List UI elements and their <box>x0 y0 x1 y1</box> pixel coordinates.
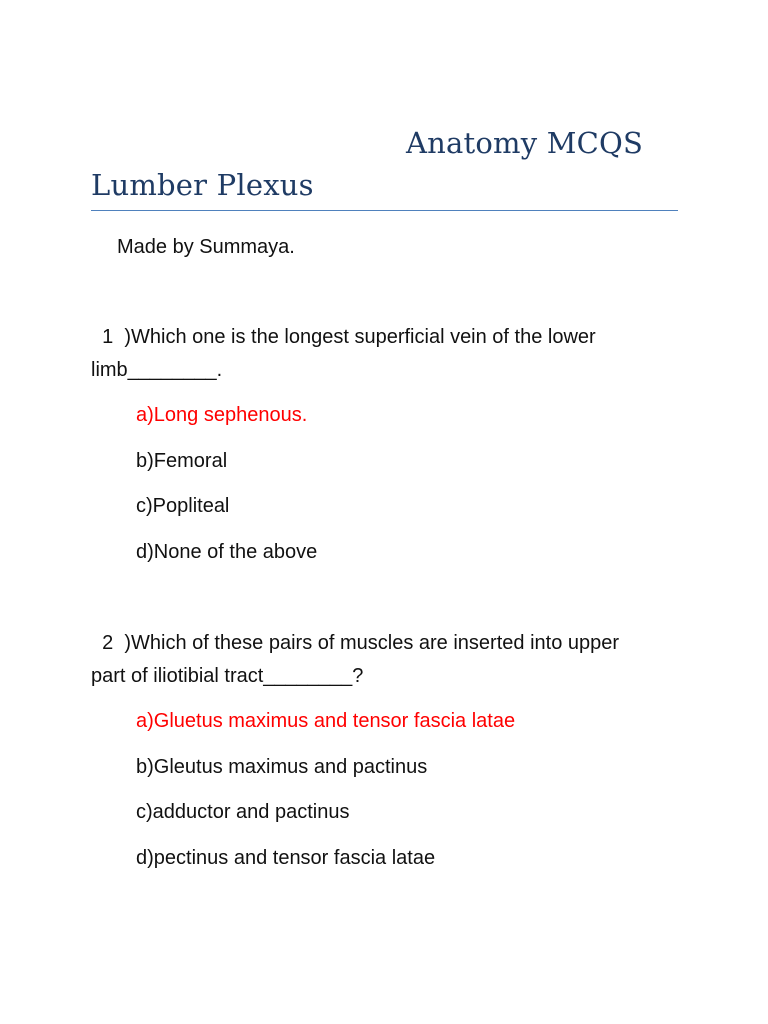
title-underline-rule <box>91 210 678 211</box>
question-2-option-c: c)adductor and pactinus <box>136 801 350 823</box>
question-1-text-line-1: 1 )Which one is the longest superficial vein of the lower <box>91 326 596 348</box>
title-line-2: Lumber Plexus <box>91 168 314 202</box>
question-1-option-c: c)Popliteal <box>136 495 230 517</box>
question-1-option-b: b)Femoral <box>136 450 228 472</box>
question-2-text-line-1: 2 )Which of these pairs of muscles are inserted into upper <box>91 632 620 654</box>
question-1-option-d: d)None of the above <box>136 541 318 563</box>
question-1-text-line-2: limb________. <box>91 359 223 381</box>
question-2-option-b: b)Gleutus maximus and pactinus <box>136 756 428 778</box>
question-2-text-line-2: part of iliotibial tract________? <box>91 665 364 687</box>
question-1-option-a-correct: a)Long sephenous. <box>136 404 308 426</box>
question-2-option-d: d)pectinus and tensor fascia latae <box>136 847 436 869</box>
question-2-option-a-correct: a)Gluetus maximus and tensor fascia latae <box>136 710 516 732</box>
title-line-1: Anatomy MCQS <box>406 126 644 160</box>
author-line: Made by Summaya. <box>117 236 295 258</box>
